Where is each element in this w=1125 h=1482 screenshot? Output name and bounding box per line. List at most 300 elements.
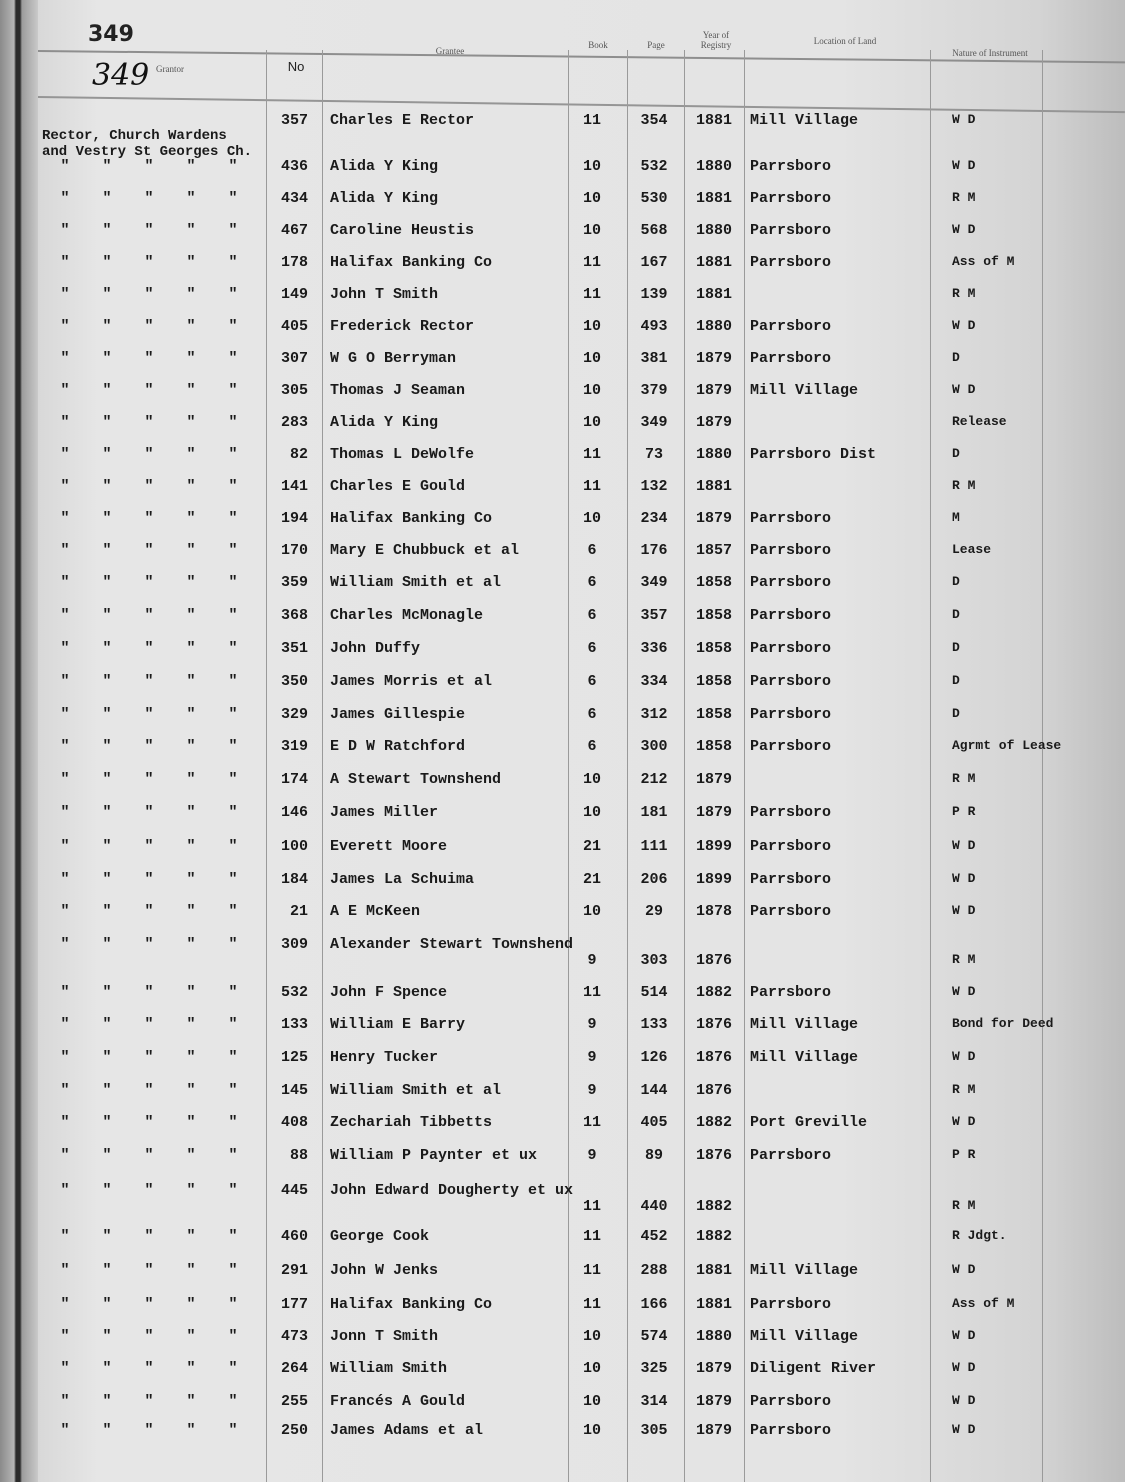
grantor-ditto bbox=[44, 478, 269, 495]
page-number: 349 bbox=[640, 414, 668, 431]
ditto-mark: " bbox=[144, 446, 154, 463]
grantee-name: James La Schuima bbox=[330, 871, 475, 888]
table-row bbox=[0, 190, 1125, 220]
land-location: Parrsboro bbox=[750, 1147, 832, 1164]
table-row bbox=[0, 1049, 1125, 1079]
ditto-mark: " bbox=[144, 838, 154, 855]
instrument-nature: W D bbox=[952, 1393, 976, 1408]
entry-number: 194 bbox=[280, 510, 308, 527]
grantor-ditto bbox=[44, 414, 269, 431]
page-number: 312 bbox=[640, 706, 668, 723]
registry-year: 1880 bbox=[695, 158, 732, 175]
grantee-name: Charles E Gould bbox=[330, 478, 466, 495]
page-number: 181 bbox=[640, 804, 668, 821]
ditto-mark: " bbox=[144, 574, 154, 591]
registry-year: 1881 bbox=[695, 286, 732, 303]
grantor-ditto bbox=[44, 1360, 269, 1377]
table-row bbox=[0, 706, 1125, 736]
land-location: Port Greville bbox=[750, 1114, 868, 1131]
ditto-mark: " bbox=[102, 771, 112, 788]
instrument-nature: W D bbox=[952, 1328, 976, 1343]
land-location: Parrsboro bbox=[750, 158, 832, 175]
ditto-mark: " bbox=[60, 414, 70, 431]
ditto-mark: " bbox=[228, 318, 238, 335]
ditto-mark: " bbox=[102, 1393, 112, 1410]
ditto-mark: " bbox=[186, 1228, 196, 1245]
header-grantor: Grantor bbox=[156, 64, 184, 74]
book-number: 6 bbox=[587, 706, 597, 723]
handwritten-page-number: 349 bbox=[92, 58, 150, 93]
table-row bbox=[0, 838, 1125, 868]
ditto-mark: " bbox=[144, 903, 154, 920]
book-number: 10 bbox=[582, 190, 601, 207]
header-grantee: Grantee bbox=[435, 46, 465, 56]
registry-year: 1858 bbox=[695, 706, 732, 723]
ditto-mark: " bbox=[228, 838, 238, 855]
registry-year: 1881 bbox=[695, 1296, 732, 1313]
entry-number: 170 bbox=[280, 542, 308, 559]
grantor-ditto bbox=[44, 1422, 269, 1439]
book-number: 9 bbox=[587, 1147, 597, 1164]
grantor-ditto bbox=[44, 190, 269, 207]
land-location: Parrsboro bbox=[750, 1393, 832, 1410]
entry-number: 405 bbox=[280, 318, 308, 335]
first-grantor-line: and Vestry St Georges Ch. bbox=[42, 144, 253, 160]
land-location: Parrsboro bbox=[750, 254, 832, 271]
instrument-nature: W D bbox=[952, 222, 976, 237]
ditto-mark: " bbox=[228, 984, 238, 1001]
registry-year: 1880 bbox=[695, 1328, 732, 1345]
grantee-name: Thomas J Seaman bbox=[330, 382, 466, 399]
grantor-ditto bbox=[44, 673, 269, 690]
grantee-name: Frederick Rector bbox=[330, 318, 475, 335]
instrument-nature: Lease bbox=[952, 542, 992, 557]
registry-year: 1879 bbox=[695, 510, 732, 527]
ditto-mark: " bbox=[102, 607, 112, 624]
registry-year: 1881 bbox=[695, 1262, 732, 1279]
ditto-mark: " bbox=[60, 1182, 70, 1199]
land-location: Parrsboro bbox=[750, 838, 832, 855]
entry-number: 329 bbox=[280, 706, 308, 723]
page-number: 133 bbox=[640, 1016, 668, 1033]
land-location: Parrsboro bbox=[750, 318, 832, 335]
page-number: 167 bbox=[640, 254, 668, 271]
page-number: 89 bbox=[644, 1147, 663, 1164]
registry-year: 1876 bbox=[695, 1082, 732, 1099]
instrument-nature: R M bbox=[952, 286, 976, 301]
ditto-mark: " bbox=[102, 871, 112, 888]
grantee-name: Charles E Rector bbox=[330, 112, 475, 129]
page-number: 532 bbox=[640, 158, 668, 175]
grantor-ditto bbox=[44, 1082, 269, 1099]
ditto-mark: " bbox=[186, 640, 196, 657]
ditto-mark: " bbox=[60, 1228, 70, 1245]
ditto-mark: " bbox=[228, 222, 238, 239]
instrument-nature: D bbox=[952, 673, 960, 688]
registry-year: 1879 bbox=[695, 382, 732, 399]
land-location: Parrsboro bbox=[750, 1296, 832, 1313]
page-number: 325 bbox=[640, 1360, 668, 1377]
page-number: 405 bbox=[640, 1114, 668, 1131]
grantee-name: William Smith bbox=[330, 1360, 448, 1377]
grantor-ditto bbox=[44, 1182, 269, 1199]
book-number: 9 bbox=[587, 1049, 597, 1066]
instrument-nature: R M bbox=[952, 1198, 976, 1213]
registry-year: 1882 bbox=[695, 984, 732, 1001]
grantee-name: Alida Y King bbox=[330, 158, 439, 175]
grantor-ditto bbox=[44, 984, 269, 1001]
grantor-ditto bbox=[44, 1228, 269, 1245]
grantee-name: Alida Y King bbox=[330, 414, 439, 431]
table-row bbox=[0, 936, 1125, 969]
page-number: 303 bbox=[640, 952, 668, 969]
grantee-name: William E Barry bbox=[330, 1016, 466, 1033]
table-row bbox=[0, 673, 1125, 703]
grantee-name: A Stewart Townshend bbox=[330, 771, 502, 788]
book-number: 9 bbox=[587, 952, 597, 969]
grantor-ditto bbox=[44, 1114, 269, 1131]
book-number: 11 bbox=[582, 112, 601, 129]
ditto-mark: " bbox=[60, 903, 70, 920]
land-location: Diligent River bbox=[750, 1360, 877, 1377]
land-location: Mill Village bbox=[750, 1328, 859, 1345]
ditto-mark: " bbox=[144, 984, 154, 1001]
page-number: 305 bbox=[640, 1422, 668, 1439]
registry-year: 1882 bbox=[695, 1198, 732, 1215]
book-number: 10 bbox=[582, 1360, 601, 1377]
land-location: Parrsboro Dist bbox=[750, 446, 877, 463]
page-number: 568 bbox=[640, 222, 668, 239]
table-row bbox=[0, 574, 1125, 604]
entry-number: 283 bbox=[280, 414, 308, 431]
page-number: 126 bbox=[640, 1049, 668, 1066]
instrument-nature: M bbox=[952, 510, 960, 525]
ditto-mark: " bbox=[102, 1049, 112, 1066]
instrument-nature: W D bbox=[952, 1049, 976, 1064]
entry-number: 350 bbox=[280, 673, 308, 690]
entry-number: 149 bbox=[280, 286, 308, 303]
registry-year: 1879 bbox=[695, 1422, 732, 1439]
ditto-mark: " bbox=[186, 771, 196, 788]
ditto-mark: " bbox=[228, 771, 238, 788]
ditto-mark: " bbox=[102, 222, 112, 239]
ditto-mark: " bbox=[186, 1393, 196, 1410]
ditto-mark: " bbox=[60, 838, 70, 855]
table-row bbox=[0, 1147, 1125, 1177]
ditto-mark: " bbox=[228, 607, 238, 624]
ditto-mark: " bbox=[144, 871, 154, 888]
page-number: 111 bbox=[640, 838, 668, 855]
grantor-ditto bbox=[44, 1049, 269, 1066]
ditto-mark: " bbox=[144, 673, 154, 690]
instrument-nature: W D bbox=[952, 112, 976, 127]
registry-year: 1879 bbox=[695, 1393, 732, 1410]
land-location: Parrsboro bbox=[750, 804, 832, 821]
page-number: 132 bbox=[640, 478, 668, 495]
ditto-mark: " bbox=[144, 414, 154, 431]
instrument-nature: D bbox=[952, 350, 960, 365]
ditto-mark: " bbox=[102, 1360, 112, 1377]
instrument-nature: Agrmt of Lease bbox=[952, 738, 1062, 753]
page-number: 381 bbox=[640, 350, 668, 367]
instrument-nature: W D bbox=[952, 382, 976, 397]
grantee-name: John W Jenks bbox=[330, 1262, 439, 1279]
table-row bbox=[0, 286, 1125, 316]
book-number: 6 bbox=[587, 738, 597, 755]
book-number: 11 bbox=[582, 286, 601, 303]
ditto-mark: " bbox=[102, 574, 112, 591]
instrument-nature: W D bbox=[952, 1114, 976, 1129]
ditto-mark: " bbox=[228, 1262, 238, 1279]
ditto-mark: " bbox=[102, 190, 112, 207]
book-number: 6 bbox=[587, 607, 597, 624]
grantee-name: Everett Moore bbox=[330, 838, 448, 855]
grantee-name: John F Spence bbox=[330, 984, 448, 1001]
land-location: Parrsboro bbox=[750, 903, 832, 920]
book-number: 11 bbox=[582, 446, 601, 463]
book-number: 10 bbox=[582, 414, 601, 431]
header-no: No bbox=[287, 59, 305, 74]
ditto-mark: " bbox=[102, 542, 112, 559]
header-nature: Nature of Instrument bbox=[952, 48, 1028, 58]
page-number: 336 bbox=[640, 640, 668, 657]
table-row bbox=[0, 414, 1125, 444]
ditto-mark: " bbox=[186, 574, 196, 591]
page-number: 206 bbox=[640, 871, 668, 888]
page-number: 29 bbox=[644, 903, 663, 920]
grantor-ditto bbox=[44, 574, 269, 591]
ditto-mark: " bbox=[60, 318, 70, 335]
ditto-mark: " bbox=[186, 254, 196, 271]
book-number: 10 bbox=[582, 1393, 601, 1410]
ditto-mark: " bbox=[186, 1182, 196, 1199]
ditto-mark: " bbox=[102, 1182, 112, 1199]
ditto-mark: " bbox=[102, 903, 112, 920]
ditto-mark: " bbox=[60, 1393, 70, 1410]
ditto-mark: " bbox=[186, 1262, 196, 1279]
entry-number: 309 bbox=[280, 936, 308, 953]
ditto-mark: " bbox=[186, 936, 196, 953]
ditto-mark: " bbox=[228, 1360, 238, 1377]
ditto-mark: " bbox=[60, 446, 70, 463]
ditto-mark: " bbox=[228, 254, 238, 271]
ditto-mark: " bbox=[228, 804, 238, 821]
grantee-name: Francés A Gould bbox=[330, 1393, 466, 1410]
land-location: Mill Village bbox=[750, 382, 859, 399]
grantee-name: Zechariah Tibbetts bbox=[330, 1114, 493, 1131]
table-row bbox=[0, 1393, 1125, 1423]
ditto-mark: " bbox=[228, 1082, 238, 1099]
registry-year: 1879 bbox=[695, 771, 732, 788]
entry-number: 357 bbox=[280, 112, 308, 129]
grantor-ditto bbox=[44, 446, 269, 463]
ditto-mark: " bbox=[228, 1114, 238, 1131]
book-number: 10 bbox=[582, 510, 601, 527]
grantee-name: Mary E Chubbuck et al bbox=[330, 542, 520, 559]
entry-number: 434 bbox=[280, 190, 308, 207]
book-number: 10 bbox=[582, 1422, 601, 1439]
ditto-mark: " bbox=[228, 1296, 238, 1313]
grantor-ditto bbox=[44, 1393, 269, 1410]
book-number: 6 bbox=[587, 640, 597, 657]
book-number: 9 bbox=[587, 1016, 597, 1033]
ditto-mark: " bbox=[102, 382, 112, 399]
entry-number: 255 bbox=[280, 1393, 308, 1410]
page-number: 73 bbox=[644, 446, 663, 463]
ditto-mark: " bbox=[102, 1147, 112, 1164]
grantor-ditto bbox=[44, 903, 269, 920]
instrument-nature: R M bbox=[952, 478, 976, 493]
ditto-mark: " bbox=[102, 706, 112, 723]
page-number: 530 bbox=[640, 190, 668, 207]
ditto-mark: " bbox=[186, 286, 196, 303]
registry-year: 1879 bbox=[695, 804, 732, 821]
entry-number: 319 bbox=[280, 738, 308, 755]
table-row bbox=[0, 350, 1125, 380]
ditto-mark: " bbox=[144, 1393, 154, 1410]
table-row bbox=[0, 1182, 1125, 1215]
ditto-mark: " bbox=[60, 1296, 70, 1313]
ditto-mark: " bbox=[144, 318, 154, 335]
ditto-mark: " bbox=[102, 1114, 112, 1131]
grantee-name: William Smith et al bbox=[330, 1082, 502, 1099]
instrument-nature: Ass of M bbox=[952, 254, 1015, 269]
ditto-mark: " bbox=[60, 1049, 70, 1066]
book-number: 11 bbox=[582, 1262, 601, 1279]
land-location: Parrsboro bbox=[750, 607, 832, 624]
page-number: 493 bbox=[640, 318, 668, 335]
header-year: Year of Registry bbox=[700, 30, 732, 50]
table-row bbox=[0, 112, 1125, 142]
instrument-nature: W D bbox=[952, 1262, 976, 1277]
page-number: 514 bbox=[640, 984, 668, 1001]
registry-year: 1876 bbox=[695, 952, 732, 969]
ditto-mark: " bbox=[60, 607, 70, 624]
header-page: Page bbox=[647, 40, 665, 50]
ditto-mark: " bbox=[60, 1422, 70, 1439]
ditto-mark: " bbox=[102, 1422, 112, 1439]
ditto-mark: " bbox=[60, 190, 70, 207]
grantee-name: William Smith et al bbox=[330, 574, 502, 591]
entry-number: 174 bbox=[280, 771, 308, 788]
instrument-nature: W D bbox=[952, 838, 976, 853]
entry-number: 460 bbox=[280, 1228, 308, 1245]
ditto-mark: " bbox=[228, 1182, 238, 1199]
page-number: 354 bbox=[640, 112, 668, 129]
ditto-mark: " bbox=[186, 706, 196, 723]
ditto-mark: " bbox=[60, 673, 70, 690]
book-number: 11 bbox=[582, 478, 601, 495]
land-location: Parrsboro bbox=[750, 350, 832, 367]
ditto-mark: " bbox=[228, 350, 238, 367]
registry-year: 1880 bbox=[695, 446, 732, 463]
ditto-mark: " bbox=[186, 984, 196, 1001]
ditto-mark: " bbox=[228, 1328, 238, 1345]
book-number: 11 bbox=[582, 254, 601, 271]
book-number: 11 bbox=[582, 1114, 601, 1131]
ditto-mark: " bbox=[60, 254, 70, 271]
grantor-ditto bbox=[44, 804, 269, 821]
book-number: 10 bbox=[582, 1328, 601, 1345]
ditto-mark: " bbox=[102, 350, 112, 367]
land-location: Parrsboro bbox=[750, 706, 832, 723]
instrument-nature: R M bbox=[952, 952, 976, 967]
entry-number: 351 bbox=[280, 640, 308, 657]
grantor-ditto bbox=[44, 1296, 269, 1313]
entry-number: 359 bbox=[280, 574, 308, 591]
ditto-mark: " bbox=[228, 706, 238, 723]
page-number: 166 bbox=[640, 1296, 668, 1313]
ditto-mark: " bbox=[228, 190, 238, 207]
instrument-nature: W D bbox=[952, 1422, 976, 1437]
registry-year: 1882 bbox=[695, 1228, 732, 1245]
ditto-mark: " bbox=[186, 1422, 196, 1439]
page-number: 574 bbox=[640, 1328, 668, 1345]
first-grantor-line: Rector, Church Wardens bbox=[42, 128, 227, 144]
instrument-nature: W D bbox=[952, 871, 976, 886]
table-row bbox=[0, 738, 1125, 768]
page-number: 357 bbox=[640, 607, 668, 624]
grantor-ditto bbox=[44, 1147, 269, 1164]
land-location: Parrsboro bbox=[750, 190, 832, 207]
ditto-mark: " bbox=[144, 936, 154, 953]
book-number: 11 bbox=[582, 1198, 601, 1215]
entry-number: 264 bbox=[280, 1360, 308, 1377]
table-row bbox=[0, 771, 1125, 801]
table-row bbox=[0, 222, 1125, 252]
grantee-name: Alexander Stewart Townshend bbox=[330, 936, 574, 953]
grantor-ditto bbox=[44, 771, 269, 788]
book-number: 21 bbox=[582, 871, 601, 888]
entry-number: 88 bbox=[289, 1147, 308, 1164]
land-location: Parrsboro bbox=[750, 1422, 832, 1439]
entry-number: 368 bbox=[280, 607, 308, 624]
page-number: 349 bbox=[640, 574, 668, 591]
page-number: 314 bbox=[640, 1393, 668, 1410]
instrument-nature: R M bbox=[952, 771, 976, 786]
book-number: 10 bbox=[582, 158, 601, 175]
ditto-mark: " bbox=[60, 574, 70, 591]
land-location: Parrsboro bbox=[750, 574, 832, 591]
ditto-mark: " bbox=[102, 984, 112, 1001]
book-number: 11 bbox=[582, 1296, 601, 1313]
ditto-mark: " bbox=[102, 318, 112, 335]
instrument-nature: D bbox=[952, 640, 960, 655]
grantee-name: James Morris et al bbox=[330, 673, 493, 690]
entry-number: 82 bbox=[289, 446, 308, 463]
grantor-ditto bbox=[44, 936, 269, 953]
entry-number: 408 bbox=[280, 1114, 308, 1131]
ditto-mark: " bbox=[144, 1082, 154, 1099]
entry-number: 467 bbox=[280, 222, 308, 239]
page-number: 452 bbox=[640, 1228, 668, 1245]
ditto-mark: " bbox=[144, 1049, 154, 1066]
book-number: 21 bbox=[582, 838, 601, 855]
table-row bbox=[0, 1262, 1125, 1292]
instrument-nature: R M bbox=[952, 1082, 976, 1097]
grantee-name: John Duffy bbox=[330, 640, 421, 657]
grantor-ditto bbox=[44, 838, 269, 855]
header-location: Location of Land bbox=[813, 36, 877, 46]
ditto-mark: " bbox=[186, 190, 196, 207]
ditto-mark: " bbox=[102, 1262, 112, 1279]
ditto-mark: " bbox=[228, 510, 238, 527]
registry-year: 1876 bbox=[695, 1049, 732, 1066]
grantee-name: Henry Tucker bbox=[330, 1049, 439, 1066]
ditto-mark: " bbox=[60, 1082, 70, 1099]
printed-page-number: 349 bbox=[88, 22, 134, 47]
ditto-mark: " bbox=[144, 706, 154, 723]
